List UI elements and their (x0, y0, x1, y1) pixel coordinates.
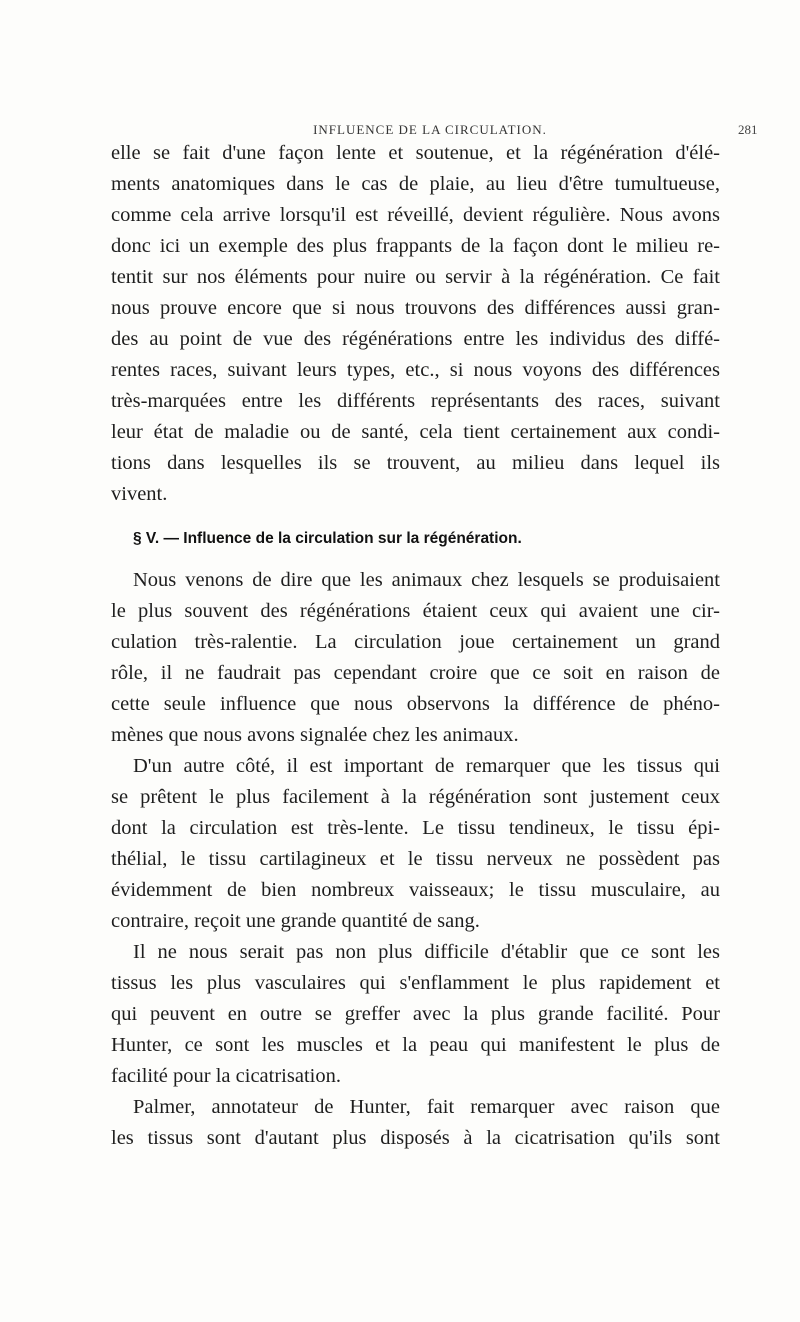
text-line: vivent. (111, 483, 168, 505)
text-line: se prêtent le plus facilement à la régénération sont justement ceux (111, 786, 720, 808)
text-line: les tissus sont d'autant plus disposés à la cicatrisation qu'ils sont (111, 1127, 720, 1149)
text-line: tions dans lesquelles ils se trouvent, au milieu dans lequel ils (111, 452, 720, 474)
text-line: Nous venons de dire que les animaux chez lesquels se produisaient (133, 569, 720, 591)
paragraph (111, 565, 720, 751)
page-number: 281 (738, 122, 758, 137)
section-heading: § V. — Influence de la circulation sur la régénération. (133, 530, 522, 547)
text-line: le plus souvent des régénérations étaient ceux qui avaient une cir- (111, 600, 720, 622)
paragraph-continued (111, 138, 720, 510)
text-line: des au point de vue des régénérations entre les individus des diffé- (111, 328, 720, 350)
running-title: INFLUENCE DE LA CIRCULATION. (313, 122, 547, 137)
paragraph (111, 751, 720, 937)
text-line: Hunter, ce sont les muscles et la peau qui manifestent le plus de (111, 1034, 720, 1056)
text-line: D'un autre côté, il est important de remarquer que les tissus qui (133, 755, 720, 777)
text-line: évidemment de bien nombreux vaisseaux; le tissu musculaire, au (111, 879, 720, 901)
paragraph (111, 1092, 720, 1154)
paragraph (111, 937, 720, 1092)
text-line: mènes que nous avons signalée chez les animaux. (111, 724, 519, 746)
text-line: facilité pour la cicatrisation. (111, 1065, 341, 1087)
text-line: comme cela arrive lorsqu'il est réveillé, devient régulière. Nous avons (111, 204, 720, 226)
text-line: rôle, il ne faudrait pas cependant croire que ce soit en raison de (111, 662, 720, 684)
text-line: dont la circulation est très-lente. Le tissu tendineux, le tissu épi- (111, 817, 720, 839)
text-line: qui peuvent en outre se greffer avec la plus grande facilité. Pour (111, 1003, 720, 1025)
text-line: contraire, reçoit une grande quantité de sang. (111, 910, 480, 932)
text-line: tissus les plus vasculaires qui s'enflamment le plus rapidement et (111, 972, 720, 994)
text-line: culation très-ralentie. La circulation joue certainement un grand (111, 631, 720, 653)
text-line: rentes races, suivant leurs types, etc., si nous voyons des différences (111, 359, 720, 381)
text-line: Palmer, annotateur de Hunter, fait remarquer avec raison que (133, 1096, 720, 1118)
text-line: ments anatomiques dans le cas de plaie, au lieu d'être tumultueuse, (111, 173, 720, 195)
text-line: Il ne nous serait pas non plus difficile d'établir que ce sont les (133, 941, 720, 963)
text-line: nous prouve encore que si nous trouvons des différences aussi gran- (111, 297, 720, 319)
text-line: donc ici un exemple des plus frappants de la façon dont le milieu re- (111, 235, 720, 257)
text-line: très-marquées entre les différents représentants des races, suivant (111, 390, 720, 412)
text-line: cette seule influence que nous observons la différence de phéno- (111, 693, 720, 715)
text-line: leur état de maladie ou de santé, cela tient certainement aux condi- (111, 421, 720, 443)
text-line: thélial, le tissu cartilagineux et le tissu nerveux ne possèdent pas (111, 848, 720, 870)
text-line: tentit sur nos éléments pour nuire ou servir à la régénération. Ce fait (111, 266, 720, 288)
body-text (111, 138, 720, 1154)
text-line: elle se fait d'une façon lente et soutenue, et la régénération d'élé- (111, 142, 720, 164)
